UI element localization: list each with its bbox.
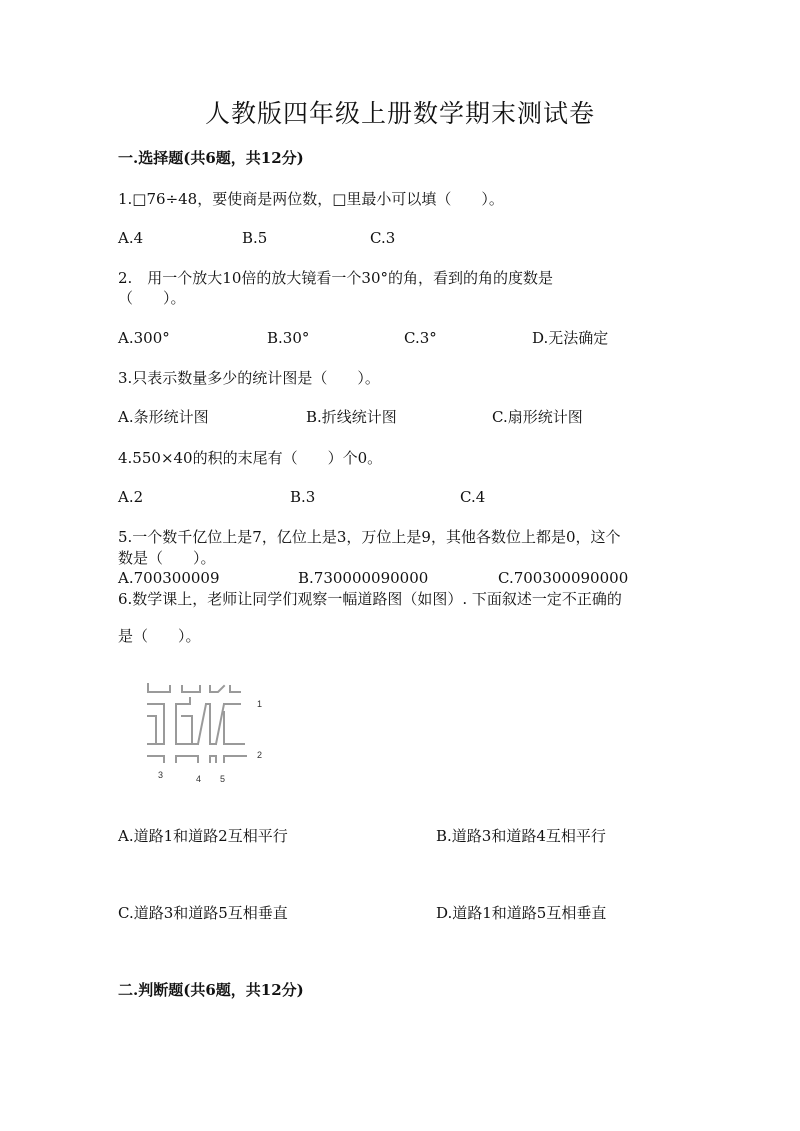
question-4-option-a: A.2	[118, 488, 144, 506]
question-2-stem-line1: 2. 用一个放大10倍的放大镜看一个30°的角，看到的角的度数是	[118, 269, 553, 287]
question-6-option-c: C.道路3和道路5互相垂直	[118, 904, 288, 922]
question-4-option-c: C.4	[460, 488, 486, 506]
question-6-stem-line1: 6.数学课上，老师让同学们观察一幅道路图（如图）. 下面叙述一定不正确的	[118, 590, 622, 608]
road-label-3: 3	[158, 770, 164, 780]
question-5-stem-line1: 5.一个数千亿位上是7，亿位上是3，万位上是9，其他各数位上都是0，这个	[118, 528, 621, 546]
question-5-option-c: C.700300090000	[498, 569, 629, 587]
question-2-option-d: D.无法确定	[532, 329, 609, 347]
road-diagram-drawing	[140, 682, 280, 790]
section-heading-judgement: 二.判断题(共6题，共12分)	[118, 981, 304, 999]
road-label-5: 5	[220, 774, 226, 784]
question-2-option-a: A.300°	[118, 329, 170, 347]
question-6-stem-line2: 是（ ）。	[118, 627, 201, 645]
road-label-4: 4	[196, 774, 202, 784]
question-1-option-c: C.3	[370, 229, 396, 247]
section-heading-choice: 一.选择题(共6题，共12分)	[118, 149, 304, 167]
road-diagram	[140, 682, 280, 790]
question-3-option-c: C.扇形统计图	[492, 408, 583, 426]
question-4-option-b: B.3	[290, 488, 316, 506]
question-5-option-a: A.700300009	[118, 569, 220, 587]
question-3-option-a: A.条形统计图	[118, 408, 209, 426]
question-3-stem: 3.只表示数量多少的统计图是（ ）。	[118, 369, 380, 387]
road-label-2: 2	[257, 750, 263, 760]
question-5-stem-line2: 数是（ ）。	[118, 549, 216, 567]
question-1-option-a: A.4	[118, 229, 144, 247]
question-3-option-b: B.折线统计图	[306, 408, 397, 426]
question-6-option-b: B.道路3和道路4互相平行	[436, 827, 606, 845]
question-2-stem-line2: （ ）。	[118, 289, 186, 307]
question-1-option-b: B.5	[242, 229, 268, 247]
question-6-option-a: A.道路1和道路2互相平行	[118, 827, 288, 845]
question-2-option-b: B.30°	[267, 329, 310, 347]
question-2-option-c: C.3°	[404, 329, 437, 347]
question-4-stem: 4.550×40的积的末尾有（ ）个0。	[118, 449, 383, 467]
question-6-option-d: D.道路1和道路5互相垂直	[436, 904, 607, 922]
page-title: 人教版四年级上册数学期末测试卷	[204, 99, 595, 128]
road-label-1: 1	[257, 699, 263, 709]
question-5-option-b: B.730000090000	[298, 569, 429, 587]
question-1-stem: 1.□76÷48，要使商是两位数，□里最小可以填（ ）。	[118, 190, 504, 208]
